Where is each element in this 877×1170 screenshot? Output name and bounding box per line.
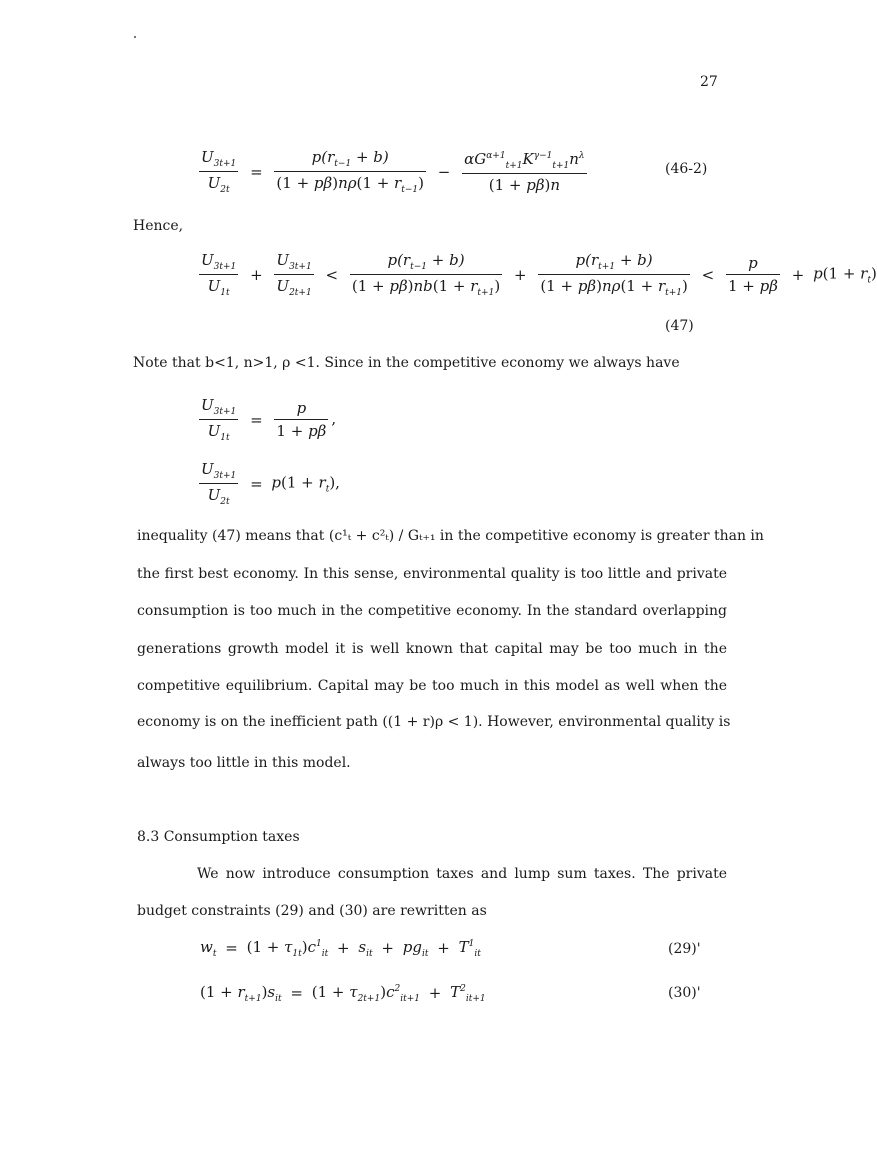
paragraph-2-line-1: We now introduce consumption taxes and lump sum taxes. The private: [197, 866, 727, 882]
equation-label-46-2: (46-2): [665, 161, 708, 177]
paragraph-1-line-1: inequality (47) means that (c¹ₜ + c²ₜ) / Gₜ₊₁ in the competitive economy is greater than in: [137, 528, 764, 544]
page-number: 27: [700, 74, 718, 90]
paragraph-1-line-4: generations growth model it is well known that capital may be too much in the: [137, 641, 727, 657]
section-heading: 8.3 Consumption taxes: [137, 829, 300, 845]
equation-30-prime: $(1 + r_{t+1})s_{it} = (1 + \tau_{2t+1})c^2_{it+1} + T^2_{it+1}$: [200, 983, 486, 1004]
equation-competitive-1: $\frac{U_{3t+1}}{U_{1t}}$ = $\frac{p}{1 + p\beta}$ ,: [201, 396, 337, 443]
equation-46-2: $\frac{U_{3t+1}}{U_{2t}}$ = $\frac{p(r_{t-1} + b)}{(1 + p\beta)n\rho(1 + r_{t-1})}$ − $\frac{\alpha G^{\alpha+1}_{t+1}K^{\gamma-1}_{t+1}n^\lambda}{(1 + p\beta)n}$: [201, 148, 585, 195]
scan-speck: [134, 36, 136, 38]
paragraph-2-last-line: budget constraints (29) and (30) are rewritten as: [137, 903, 487, 919]
paragraph-1-line-5: competitive equilibrium. Capital may be too much in this model as well when the: [137, 678, 727, 694]
paragraph-1-line-6: economy is on the inefficient path ((1 + r)ρ < 1). However, environmental quality is: [137, 714, 731, 730]
equation-label-47: (47): [665, 318, 694, 334]
equation-label-30-prime: (30)': [668, 985, 701, 1001]
paragraph-1-line-3: consumption is too much in the competitive economy. In the standard overlapping: [137, 603, 727, 619]
hence-text: Hence,: [133, 218, 184, 234]
equation-47: $\frac{U_{3t+1}}{U_{1t}}$ + $\frac{U_{3t+1}}{U_{2t+1}}$ < $\frac{p(r_{t-1} + b)}{(1 + p\beta)nb(1 + r_{t+1})}$ + $\frac{p(r_{t+1} + b)}{(1 + p\beta)n\rho(1 + r_{t+1})}$ < $\frac{p}{1 + p\beta}$ + $p(1 + r_t)$: [201, 251, 877, 298]
equation-competitive-2: $\frac{U_{3t+1}}{U_{2t}}$ = $p(1 + r_t)$,: [201, 460, 340, 507]
paragraph-1-last-line: always too little in this model.: [137, 755, 351, 771]
paragraph-1-line-2: the first best economy. In this sense, environmental quality is too little and private: [137, 566, 727, 582]
equation-label-29-prime: (29)': [668, 941, 701, 957]
equation-29-prime: $w_t = (1 + \tau_{1t})c^1_{it} + s_{it} + pg_{it} + T^1_{it}$: [200, 938, 481, 959]
note-text: Note that b<1, n>1, ρ <1. Since in the competitive economy we always have: [133, 355, 680, 371]
